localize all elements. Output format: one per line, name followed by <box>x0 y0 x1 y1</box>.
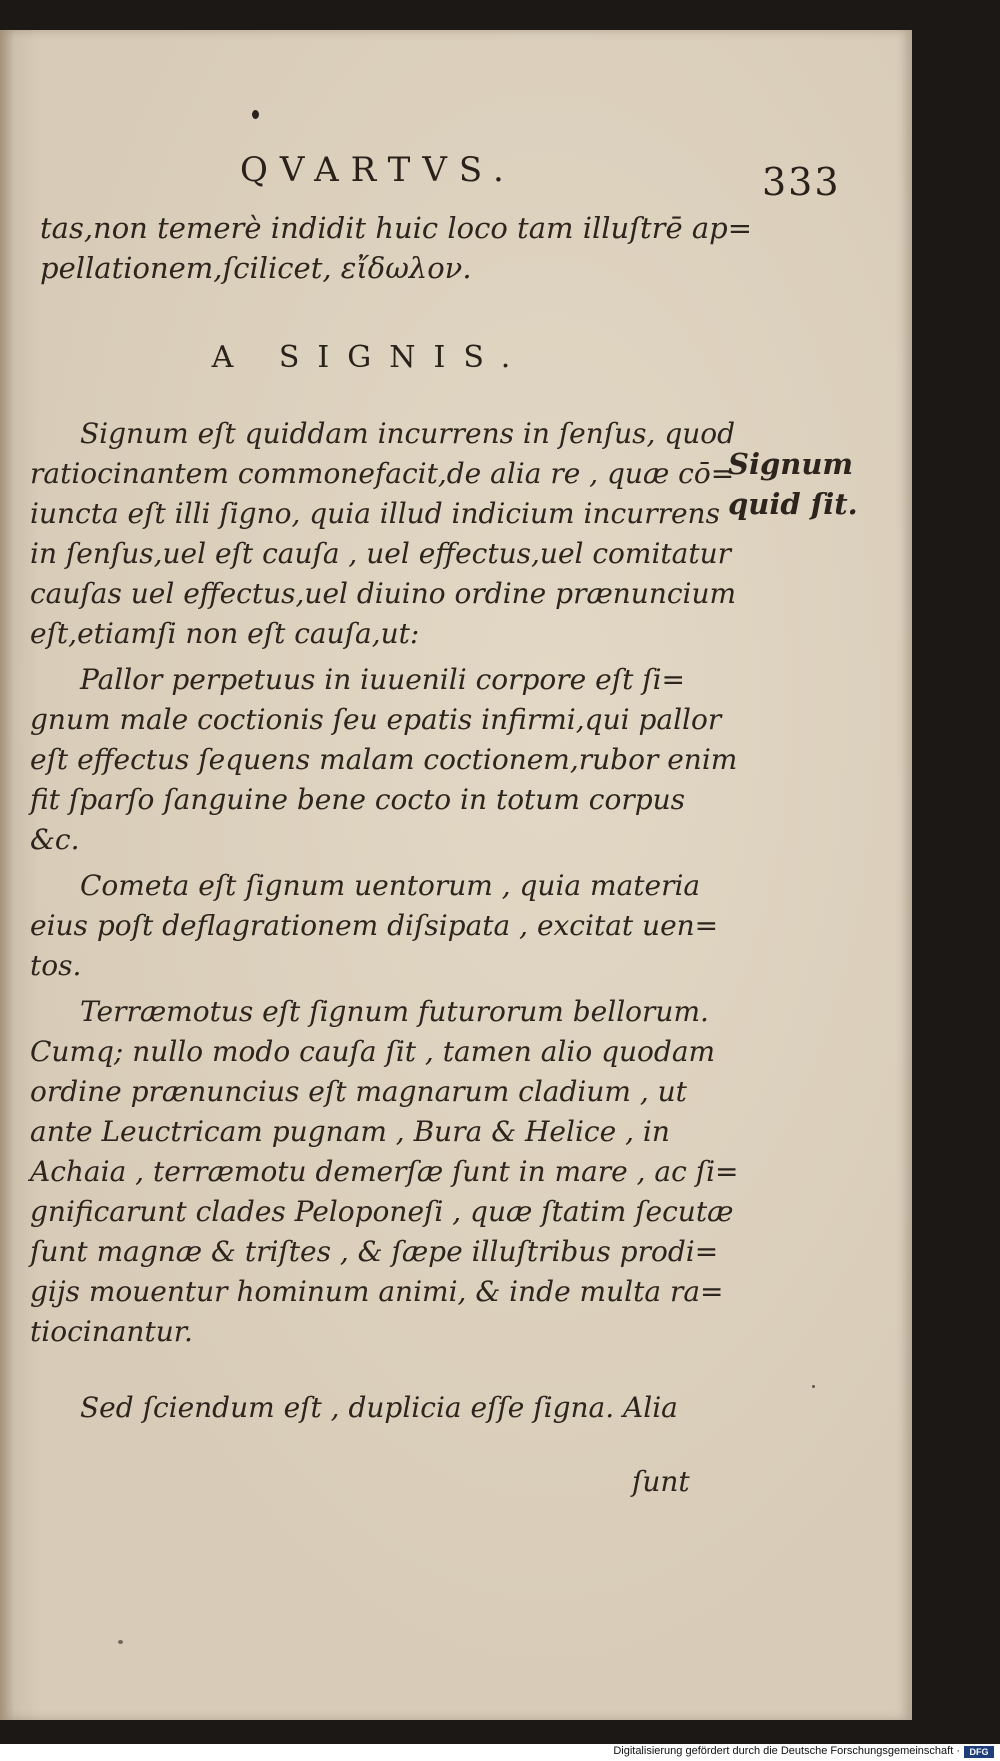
text-line: tiocinantur. <box>30 1315 193 1348</box>
text-line: Terræmotus eſt ſignum futurorum bellorum. <box>80 995 709 1028</box>
text-line: tos. <box>30 949 82 982</box>
text-line: eſt,etiamſi non eſt cauſa,ut: <box>30 617 420 650</box>
text-line: gnificarunt clades Peloponeſi , quæ ſtatim ſecutæ <box>30 1195 734 1228</box>
text-line: eius poſt deflagrationem diſsipata , excitat uen= <box>30 909 719 942</box>
margin-note <box>728 444 858 524</box>
ink-speck <box>118 1640 123 1644</box>
text-line: Cometa eſt ſignum uentorum , quia materia <box>80 869 701 902</box>
text-line: ſunt magnæ & triſtes , & ſæpe illuſtribus prodi= <box>30 1235 719 1268</box>
text-line: Cumq; nullo modo cauſa ſit , tamen alio quodam <box>30 1035 716 1068</box>
ink-speck <box>252 110 259 119</box>
text-line: cauſas uel effectus,uel diuino ordine prænuncium <box>30 577 737 610</box>
paragraph <box>30 660 738 860</box>
margin-note-line: Signum <box>728 447 854 481</box>
text-line: ratiocinantem commonefacit,de alia re , quæ cō= <box>30 457 735 490</box>
text-line: gnum male coctionis ſeu epatis infirmi,qui pallor <box>30 703 722 736</box>
text-line: &c. <box>30 823 80 856</box>
catchword: ſunt <box>632 1465 690 1498</box>
text-line: eſt effectus ſequens malam coctionem,rubor enim <box>30 743 738 776</box>
text-line: iuncta eſt illi ſigno, quia illud indicium incurrens <box>30 497 720 530</box>
text-line: Sed ſciendum eſt , duplicia eſſe ſigna. Alia <box>80 1391 678 1424</box>
text-line: pellationem,ſcilicet, εἴδωλον. <box>40 251 472 285</box>
text-line: in ſenſus,uel eſt cauſa , uel effectus,uel comitatur <box>30 537 732 570</box>
opening-lines <box>40 208 752 288</box>
dfg-logo: DFG <box>964 1746 994 1758</box>
paragraph <box>30 1388 730 1428</box>
text-line: fit ſparſo ſanguine bene cocto in totum corpus <box>30 783 686 816</box>
text-line: Pallor perpetuus in iuuenili corpore eſt ſi= <box>80 663 685 696</box>
page-gutter-shadow <box>0 30 14 1720</box>
page-number: 333 <box>762 160 841 204</box>
margin-note-line: quid ſit. <box>728 487 858 521</box>
text-line: gijs mouentur hominum animi, & inde multa ra= <box>30 1275 724 1308</box>
footer-credit: Digitalisierung gefördert durch die Deutsche Forschungsgemeinschaft · <box>613 1745 960 1757</box>
text-line: ante Leuctricam pugnam , Bura & Helice , in <box>30 1115 670 1148</box>
text-line: Signum eſt quiddam incurrens in ſenſus, quod <box>80 417 736 450</box>
digitization-footer <box>0 1744 1000 1761</box>
paragraph <box>30 866 730 986</box>
text-line: ordine prænuncius eſt magnarum cladium , ut <box>30 1075 687 1108</box>
text-line: tas,non temerè indidit huic loco tam illuſtrē ap= <box>40 211 752 245</box>
page-header <box>0 120 912 204</box>
paragraph <box>30 414 737 654</box>
ink-speck <box>812 1385 815 1388</box>
running-head: QVARTVS. <box>240 150 516 190</box>
book-page <box>0 30 912 1720</box>
section-title: A SIGNIS. <box>211 340 529 375</box>
paragraph <box>30 992 739 1352</box>
text-line: Achaia , terræmotu demerſæ ſunt in mare , ac ſi= <box>30 1155 739 1188</box>
